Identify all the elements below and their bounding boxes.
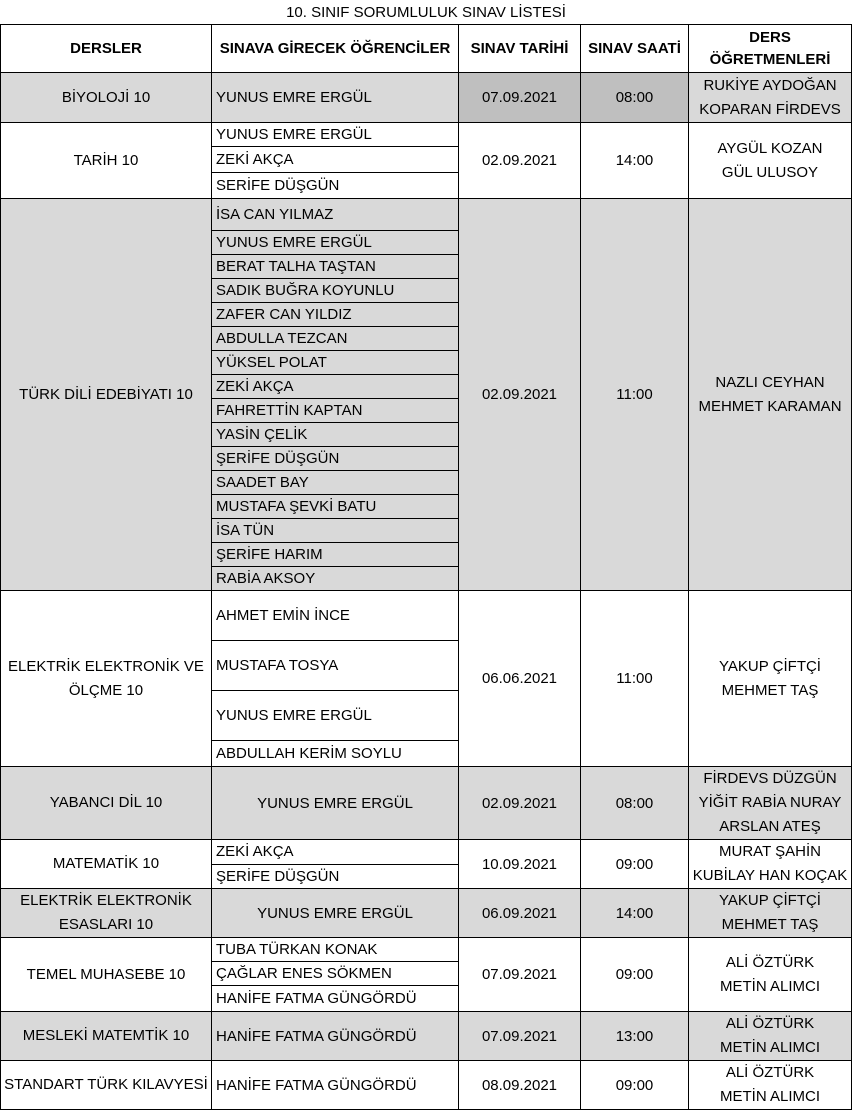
student-cell: ÇAĞLAR ENES SÖKMEN [212,962,459,986]
header-students: SINAVA GİRECEK ÖĞRENCİLER [212,25,459,73]
student-cell: MUSTAFA ŞEVKİ BATU [212,495,459,519]
teachers-cell [689,767,852,840]
exam-date-cell: 08.09.2021 [459,1061,581,1110]
course-line: TEMEL MUHASEBE 10 [26,965,186,983]
course-line: TÜRK DİLİ EDEBİYATI 10 [19,385,193,403]
table-row [1,767,852,840]
student-cell: SADIK BUĞRA KOYUNLU [212,279,459,303]
course-line: STANDART TÜRK KILAVYESİ [4,1076,208,1093]
teachers-cell [689,938,852,1012]
student-cell: AHMET EMİN İNCE [212,591,459,641]
teacher-line: FİRDEVS DÜZGÜN [703,770,837,787]
header-teachers-line2: ÖĞRETMENLERİ [709,50,831,68]
student-cell: YUNUS EMRE ERGÜL [212,889,459,938]
exam-time-cell: 08:00 [581,767,689,840]
course-line: ELEKTRİK ELEKTRONİK [20,892,192,909]
student-cell: RABİA AKSOY [212,567,459,591]
sheet-title: 10. SINIF SORUMLULUK SINAV LİSTESİ [286,4,566,21]
course-cell [1,889,212,938]
course-cell [1,1061,212,1110]
student-cell: YÜKSEL POLAT [212,351,459,375]
student-cell: ŞERİFE DÜŞGÜN [212,864,459,889]
student-cell: YASİN ÇELİK [212,423,459,447]
teacher-line: METİN ALIMCI [719,977,820,995]
student-cell: YUNUS EMRE ERGÜL [212,691,459,741]
header-course: DERSLER [1,25,212,73]
teacher-line: NAZLI CEYHAN [715,373,825,391]
course-line: MATEMATİK 10 [52,855,160,872]
student-cell: İSA TÜN [212,519,459,543]
exam-time-cell: 11:00 [581,591,689,767]
student-cell: MUSTAFA TOSYA [212,641,459,691]
exam-table [0,24,852,1110]
course-cell [1,840,212,889]
header-date: SINAV TARİHİ [459,25,581,73]
student-cell: İSA CAN YILMAZ [212,199,459,231]
exam-time-cell: 09:00 [581,1061,689,1110]
teachers-cell [689,840,852,889]
course-line: BİYOLOJİ 10 [61,88,151,106]
course-cell [1,1012,212,1061]
student-cell: ŞERİFE DÜŞGÜN [212,447,459,471]
exam-date-cell: 06.09.2021 [459,889,581,938]
teacher-line: KOPARAN FİRDEVS [699,100,841,118]
exam-time-cell: 11:00 [581,199,689,591]
teachers-cell [689,889,852,938]
student-cell: HANİFE FATMA GÜNGÖRDÜ [212,1012,459,1061]
exam-date-cell: 07.09.2021 [459,938,581,1012]
table-row [1,938,852,962]
table-row [1,123,852,147]
table-row [1,840,852,865]
teacher-line: YAKUP ÇİFTÇİ [719,892,821,909]
exam-date-cell: 06.06.2021 [459,591,581,767]
teacher-line: ALİ ÖZTÜRK [725,953,815,971]
teachers-cell [689,1012,852,1061]
exam-time-cell: 14:00 [581,889,689,938]
student-cell: SERİFE DÜŞGÜN [212,173,459,199]
course-line: YABANCI DİL 10 [49,794,163,811]
course-line: TARİH 10 [73,151,139,169]
header-teachers-line1: DERS [749,28,791,46]
student-cell: YUNUS EMRE ERGÜL [212,767,459,840]
teacher-line: MEHMET TAŞ [721,681,819,699]
exam-time-cell: 13:00 [581,1012,689,1061]
table-row [1,73,852,123]
course-line: ÖLÇME 10 [68,681,144,699]
teachers-cell [689,1061,852,1110]
header-teachers [689,25,852,73]
exam-time-cell: 14:00 [581,123,689,199]
student-cell: ABDULLAH KERİM SOYLU [212,741,459,767]
exam-date-cell: 02.09.2021 [459,123,581,199]
student-cell: ŞERİFE HARIM [212,543,459,567]
table-row [1,591,852,641]
teacher-line: ALİ ÖZTÜRK [725,1064,815,1081]
student-cell: SAADET BAY [212,471,459,495]
table-row [1,199,852,231]
teacher-line: METİN ALIMCI [719,1088,820,1105]
header-time: SINAV SAATİ [581,25,689,73]
student-cell: YUNUS EMRE ERGÜL [212,73,459,123]
table-row [1,1061,852,1110]
student-cell: HANİFE FATMA GÜNGÖRDÜ [212,1061,459,1110]
exam-date-cell: 07.09.2021 [459,1012,581,1061]
student-cell: FAHRETTİN KAPTAN [212,399,459,423]
teachers-cell [689,199,852,591]
student-cell: ZEKİ AKÇA [212,840,459,865]
course-cell [1,73,212,123]
exam-time-cell: 09:00 [581,840,689,889]
teacher-line: AYGÜL KOZAN [717,139,823,157]
exam-date-cell: 02.09.2021 [459,199,581,591]
student-cell: BERAT TALHA TAŞTAN [212,255,459,279]
student-cell: ZEKİ AKÇA [212,375,459,399]
table-row [1,1012,852,1061]
teacher-line: MURAT ŞAHİN [719,843,821,860]
exam-time-cell: 08:00 [581,73,689,123]
course-cell [1,591,212,767]
student-cell: YUNUS EMRE ERGÜL [212,231,459,255]
table-row [1,889,852,938]
course-cell [1,938,212,1012]
teacher-line: MEHMET KARAMAN [698,397,842,415]
course-cell [1,123,212,199]
teacher-line: MEHMET TAŞ [721,916,819,933]
course-cell [1,199,212,591]
student-cell: TUBA TÜRKAN KONAK [212,938,459,962]
header-row [1,25,852,73]
course-line: ELEKTRİK ELEKTRONİK VE [8,657,204,675]
teacher-line: YİĞİT RABİA NURAY [698,794,842,811]
teachers-cell [689,123,852,199]
course-cell [1,767,212,840]
exam-time-cell: 09:00 [581,938,689,1012]
teacher-line: ALİ ÖZTÜRK [725,1015,815,1032]
teacher-line: METİN ALIMCI [719,1039,820,1056]
teachers-cell [689,591,852,767]
course-line: MESLEKİ MATEMTİK 10 [22,1027,190,1044]
teacher-line: YAKUP ÇİFTÇİ [719,657,821,675]
student-cell: ZEKİ AKÇA [212,147,459,173]
student-cell: YUNUS EMRE ERGÜL [212,123,459,147]
exam-date-cell: 10.09.2021 [459,840,581,889]
course-line: ESASLARI 10 [58,916,154,933]
teacher-line: RUKİYE AYDOĞAN [703,76,837,94]
teacher-line: ARSLAN ATEŞ [719,818,821,835]
student-cell: HANİFE FATMA GÜNGÖRDÜ [212,986,459,1012]
teacher-line: KUBİLAY HAN KOÇAK [692,867,848,884]
exam-date-cell: 02.09.2021 [459,767,581,840]
student-cell: ZAFER CAN YILDIZ [212,303,459,327]
teacher-line: GÜL ULUSOY [721,163,819,181]
teachers-cell [689,73,852,123]
student-cell: ABDULLA TEZCAN [212,327,459,351]
exam-date-cell: 07.09.2021 [459,73,581,123]
